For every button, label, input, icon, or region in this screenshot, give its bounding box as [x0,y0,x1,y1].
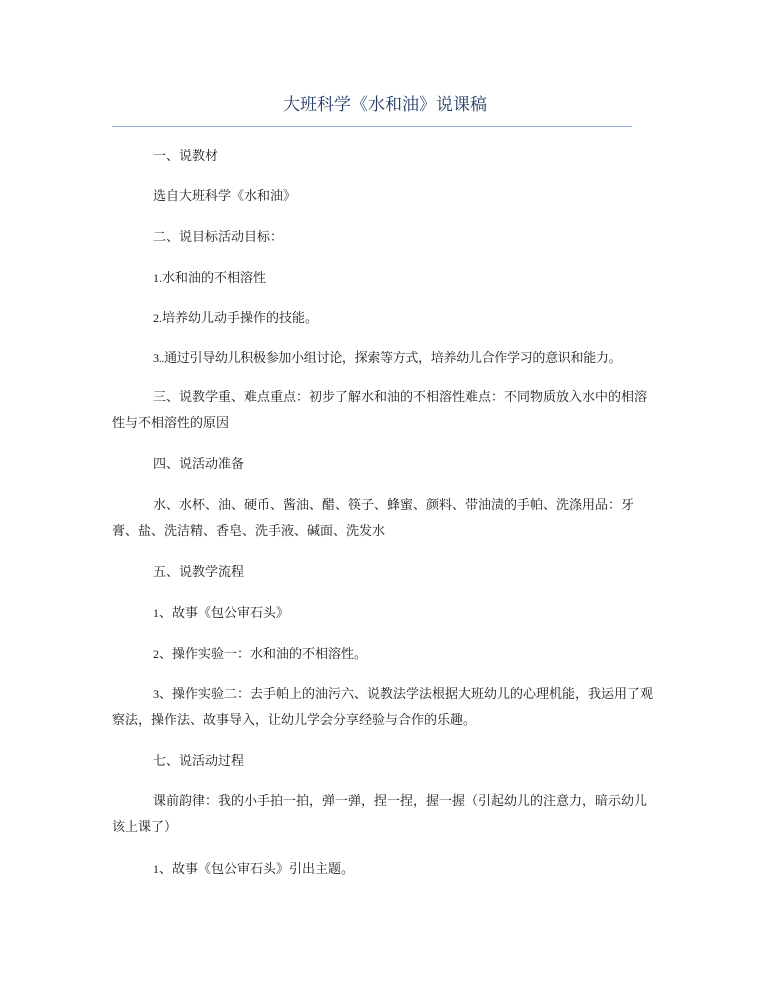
list-item [112,600,657,627]
section-heading-5 [112,560,657,586]
item-number: 3 [153,687,159,701]
item-number: 2. [153,311,162,325]
item-number: 2 [153,647,159,661]
section-heading-4 [112,452,657,478]
list-item [112,265,657,292]
paragraph-text: 七、说活动过程 [153,754,245,769]
paragraph [112,184,657,210]
paragraph-text: 水和油的不相溶性 [162,271,267,286]
paragraph-text: 、操作实验二：去手帕上的油污六、说教法学法根据大班幼儿的心理机能，我运用了观察法，操作法、故事导入，让幼儿学会分享经验与合作的乐趣。 [112,687,654,728]
item-number: 1. [153,271,162,285]
list-item [112,681,657,734]
item-number: 3.. [153,351,165,365]
paragraph-text: 、故事《包公审石头》引出主题。 [159,862,355,877]
paragraph-text: 课前韵律：我的小手拍一拍，弹一弹，捏一捏，握一握（引起幼儿的注意力，暗示幼儿该上课了） [112,794,648,835]
paragraph-text: 、操作实验一：水和油的不相溶性。 [159,647,368,662]
paragraph-text: 三、说教学重、难点重点：初步了解水和油的不相溶性难点：不同物质放入水中的相溶性与不相溶性的原因 [112,390,648,431]
paragraph-text: 四、说活动准备 [153,457,245,472]
section-heading-1 [112,144,657,170]
paragraph-text: 五、说教学流程 [153,565,245,580]
paragraph-text: 培养幼儿动手操作的技能。 [162,311,319,326]
item-number: 1 [153,606,159,620]
section-heading-2 [112,225,657,251]
list-item [112,305,657,332]
paragraph-text: 通过引导幼儿积极参加小组讨论，探索等方式，培养幼儿合作学习的意识和能力。 [164,351,622,366]
title-divider [112,126,632,127]
paragraph [112,493,657,545]
paragraph [112,789,657,841]
section-heading-3 [112,385,657,437]
paragraph-text: 选自大班科学《水和油》 [153,189,297,204]
paragraph-text: 、故事《包公审石头》 [159,606,290,621]
item-number: 1 [153,862,159,876]
paragraph-text: 水、水杯、油、硬币、酱油、醋、筷子、蜂蜜、颜料、带油渍的手帕、洗涤用品：牙膏、盐、洗洁精、香皂、洗手液、碱面、洗发水 [112,498,635,539]
list-item [112,641,657,668]
page-title: 大班科学《水和油》说课稿 [283,95,487,115]
list-item [112,856,657,883]
list-item [112,345,657,372]
paragraph-text: 二、说目标活动目标： [153,230,284,245]
paragraph-text: 一、说教材 [153,149,219,164]
section-heading-7 [112,749,657,775]
